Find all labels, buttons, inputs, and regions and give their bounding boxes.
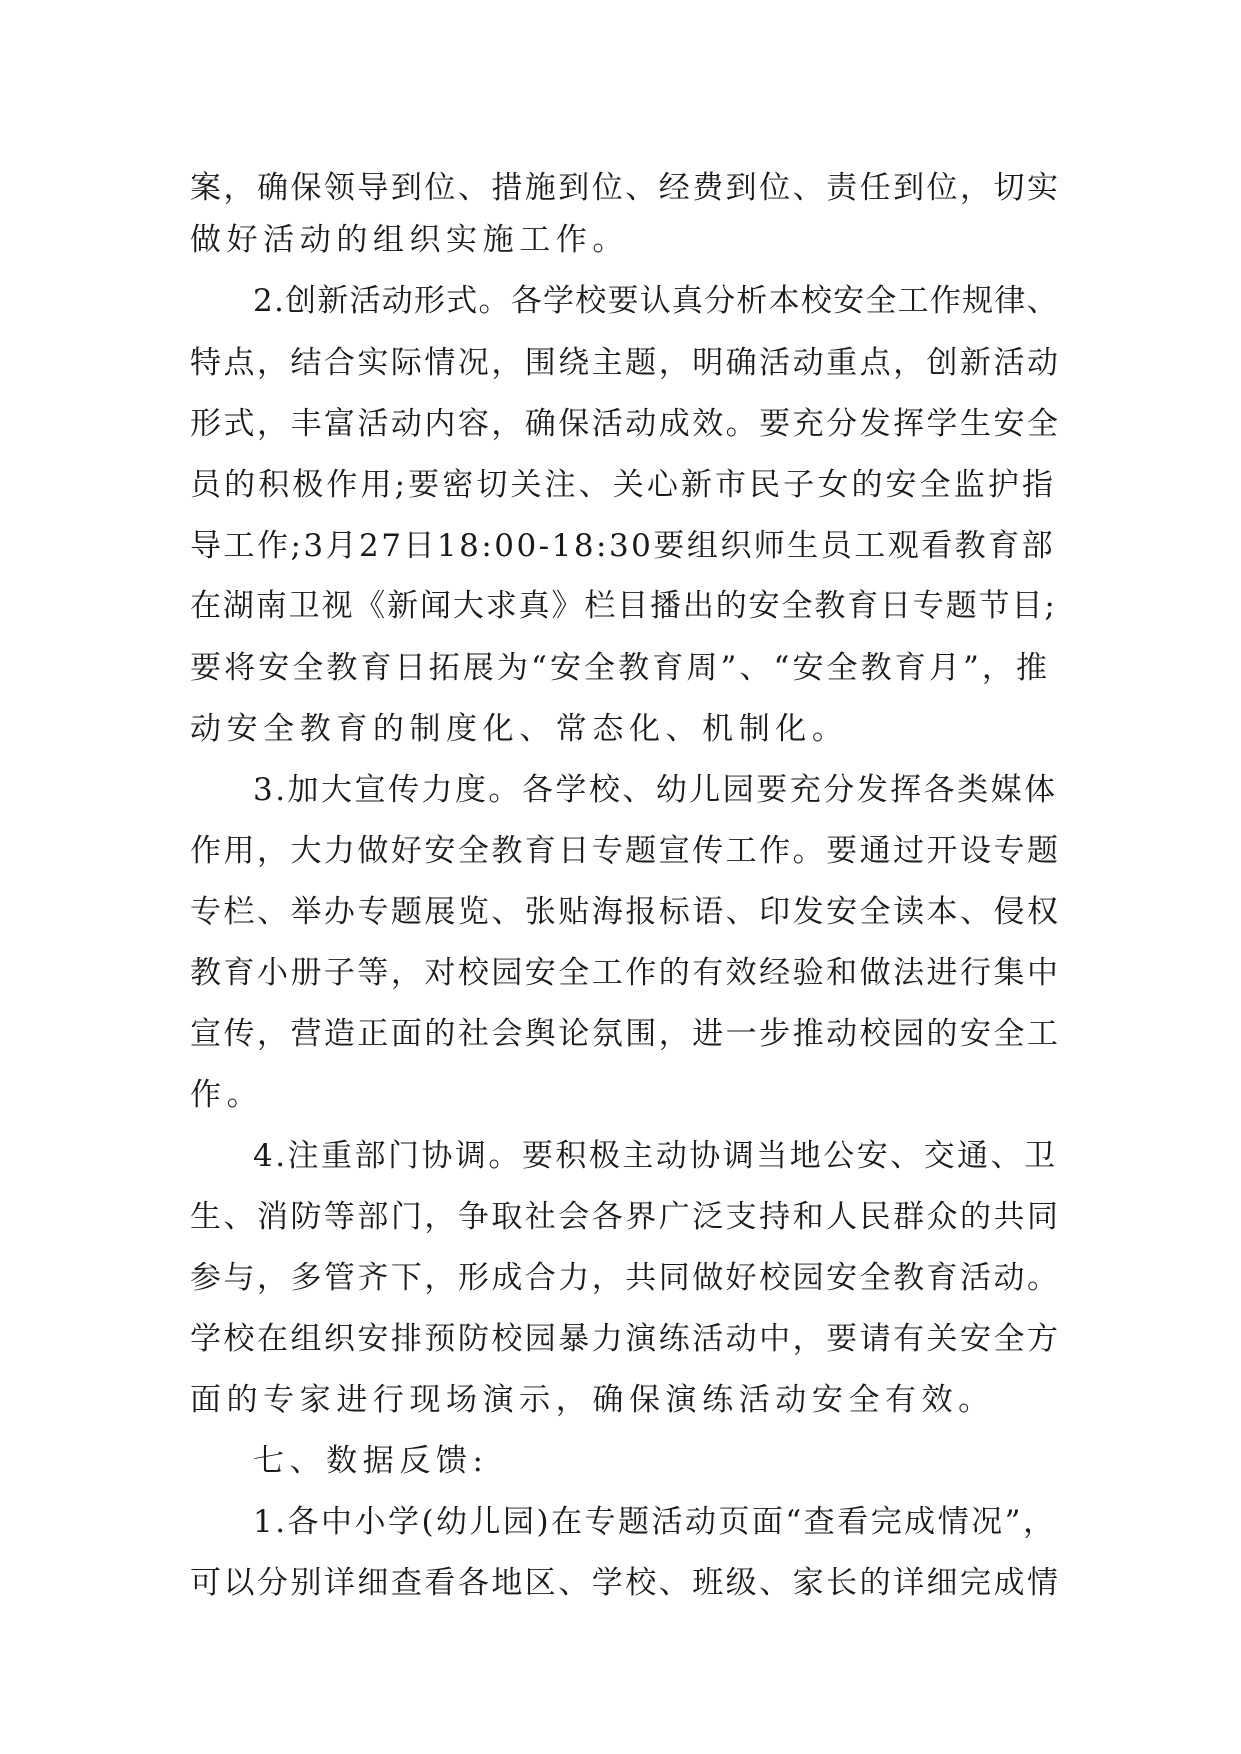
text-line: 作。	[190, 1077, 264, 1113]
text-line: 教育小册子等，对校园安全工作的有效经验和做法进行集中	[190, 955, 1061, 991]
text-line: 在湖南卫视《新闻大求真》栏目播出的安全教育日专题节目;	[190, 588, 1057, 624]
text-line: 导工作;3月27日18:00-18:30要组织师生员工观看教育部	[190, 528, 1056, 564]
text-line: 要将安全教育日拓展为“安全教育周”、“安全教育月”，推	[190, 650, 1051, 686]
text-line: 学校在组织安排预防校园暴力演练活动中，要请有关安全方	[190, 1321, 1061, 1357]
text-line: 宣传，营造正面的社会舆论氛围，进一步推动校园的安全工	[190, 1016, 1061, 1052]
text-line: 形式，丰富活动内容，确保活动成效。要充分发挥学生安全	[190, 406, 1061, 442]
text-line: 特点，结合实际情况，围绕主题，明确活动重点，创新活动	[190, 345, 1061, 381]
text-line: 案，确保领导到位、措施到位、经费到位、责任到位，切实	[190, 170, 1061, 206]
paragraph-start-line: 4.注重部门协调。要积极主动协调当地公安、交通、卫	[253, 1138, 1058, 1174]
paragraph-start-line: 2.创新活动形式。各学校要认真分析本校安全工作规律、	[253, 283, 1059, 319]
text-line: 面的专家进行现场演示，确保演练活动安全有效。	[190, 1382, 995, 1418]
text-line: 作用，大力做好安全教育日专题宣传工作。要通过开设专题	[190, 833, 1061, 869]
text-line: 动安全教育的制度化、常态化、机制化。	[190, 711, 849, 747]
section-heading: 七、数据反馈:	[253, 1443, 489, 1479]
text-line: 员的积极作用;要密切关注、关心新市民子女的安全监护指	[190, 467, 1057, 503]
text-line: 参与，多管齐下，形成合力，共同做好校园安全教育活动。	[190, 1260, 1061, 1296]
text-line: 可以分别详细查看各地区、学校、班级、家长的详细完成情	[190, 1565, 1061, 1601]
text-line: 做好活动的组织实施工作。	[190, 222, 629, 258]
text-line: 专栏、举办专题展览、张贴海报标语、印发安全读本、侵权	[190, 894, 1061, 930]
paragraph-start-line: 3.加大宣传力度。各学校、幼儿园要充分发挥各类媒体	[253, 772, 1058, 808]
paragraph-start-line: 1.各中小学(幼儿园)在专题活动页面“查看完成情况”，	[253, 1504, 1057, 1540]
text-line: 生、消防等部门，争取社会各界广泛支持和人民群众的共同	[190, 1199, 1061, 1235]
